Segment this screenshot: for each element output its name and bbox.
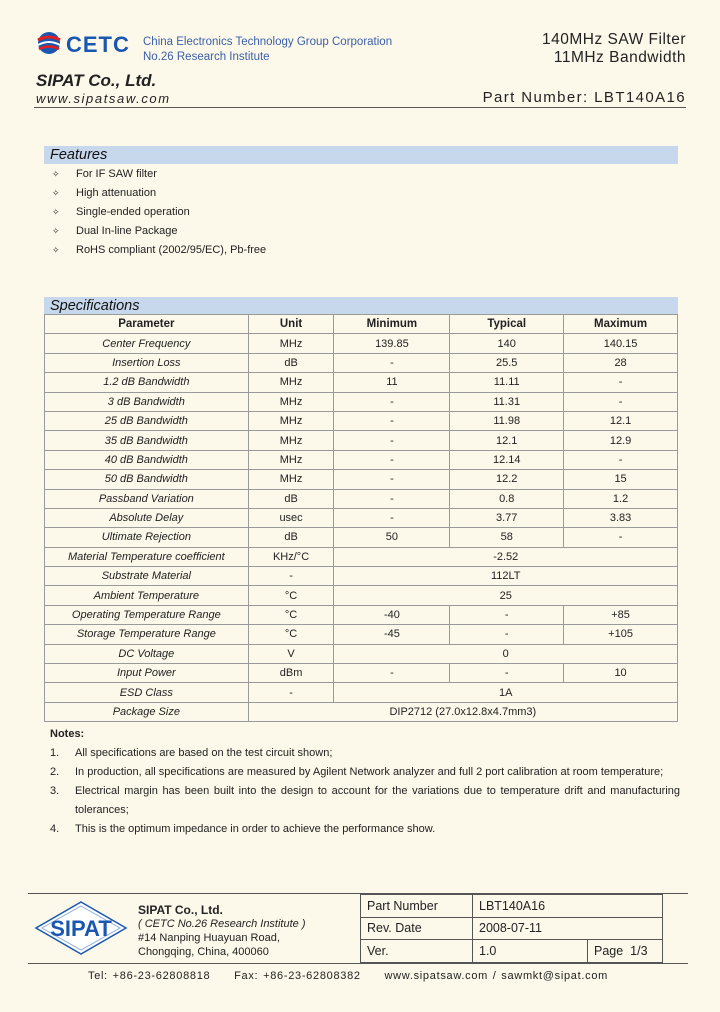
max-cell: 15 [564,470,678,489]
param-cell: Insertion Loss [45,353,249,372]
max-cell: 3.83 [564,508,678,527]
page-indicator: Page 1/3 [588,940,663,963]
max-cell: 140.15 [564,334,678,353]
feature-text: For IF SAW filter [76,168,157,180]
max-cell: - [564,373,678,392]
typ-cell: 11.98 [450,411,564,430]
max-cell: 10 [564,664,678,683]
param-cell: 35 dB Bandwidth [45,431,249,450]
table-row [45,353,678,372]
value-cell: 1A [334,683,678,702]
min-cell: - [334,470,450,489]
min-cell: - [334,664,450,683]
unit-cell: MHz [248,431,334,450]
unit-cell: dB [248,353,334,372]
footer-address [138,903,306,959]
param-cell: Absolute Delay [45,508,249,527]
param-cell: 50 dB Bandwidth [45,470,249,489]
min-cell: 50 [334,528,450,547]
max-cell: - [564,528,678,547]
note-item [50,744,680,763]
bullet-icon: ✧ [52,188,60,198]
param-cell: Input Power [45,664,249,683]
table-row [45,431,678,450]
version-label: Ver. [361,940,473,963]
note-number: 2. [50,766,60,778]
website-link[interactable]: www.sipatsaw.com [36,91,171,106]
value-cell: -2.52 [334,547,678,566]
min-cell: - [334,353,450,372]
typ-cell: 12.14 [450,450,564,469]
cetc-logo-text: CETC [66,32,130,57]
max-cell: 12.9 [564,431,678,450]
unit-cell: usec [248,508,334,527]
feature-text: Single-ended operation [76,206,190,218]
header-divider [34,107,686,108]
product-title: 140MHz SAW Filter 11MHz Bandwidth [541,31,686,66]
col-maximum: Maximum [564,315,678,334]
table-row [45,586,678,605]
typ-cell: 12.2 [450,470,564,489]
unit-cell: - [248,567,334,586]
table-row [45,334,678,353]
typ-cell: 11.31 [450,392,564,411]
param-cell: Ambient Temperature [45,586,249,605]
globe-icon [36,30,62,56]
max-cell: - [564,392,678,411]
param-cell: 1.2 dB Bandwidth [45,373,249,392]
table-row [45,567,678,586]
part-number-value: LBT140A16 [473,895,663,918]
sipat-logo-text: SIPAT [50,916,112,941]
unit-cell: °C [248,625,334,644]
note-text: This is the optimum impedance in order to achieve the performance show. [75,823,436,835]
value-cell: 0 [334,644,678,663]
min-cell: -40 [334,605,450,624]
bullet-icon: ✧ [52,245,60,255]
part-number-label: Part Number [361,895,473,918]
param-cell: Passband Variation [45,489,249,508]
max-cell: +105 [564,625,678,644]
min-cell: - [334,431,450,450]
table-row [45,373,678,392]
param-cell: Center Frequency [45,334,249,353]
note-number: 4. [50,823,60,835]
table-row [45,683,678,702]
max-cell: - [564,450,678,469]
unit-cell: V [248,644,334,663]
param-cell: ESD Class [45,683,249,702]
feature-item [52,168,157,180]
specifications-table [44,314,678,722]
typ-cell: 25.5 [450,353,564,372]
unit-cell: MHz [248,470,334,489]
unit-cell: dBm [248,664,334,683]
table-row [45,528,678,547]
param-cell: 3 dB Bandwidth [45,392,249,411]
unit-cell: MHz [248,450,334,469]
max-cell: 28 [564,353,678,372]
unit-cell: °C [248,586,334,605]
typ-cell: - [450,664,564,683]
table-row [45,470,678,489]
rev-date-value: 2008-07-11 [473,917,663,940]
unit-cell: °C [248,605,334,624]
min-cell: -45 [334,625,450,644]
table-row [45,392,678,411]
features-heading: Features [44,146,678,164]
value-cell: 25 [334,586,678,605]
contact-info: Tel: +86-23-62808818 Fax: +86-23-62808382 www.sipatsaw.com / sawmkt@sipat.com [88,970,609,982]
footer [28,893,688,964]
value-cell: 112LT [334,567,678,586]
table-row [45,547,678,566]
unit-cell: KHz/°C [248,547,334,566]
note-text: Electrical margin has been built into the design to account for the variations due to temperature drift and manufacturing tolerances; [75,785,680,816]
table-row [45,664,678,683]
param-cell: Storage Temperature Range [45,625,249,644]
col-unit: Unit [248,315,334,334]
note-number: 3. [50,785,60,797]
col-parameter: Parameter [45,315,249,334]
param-cell: DC Voltage [45,644,249,663]
typ-cell: 11.11 [450,373,564,392]
table-row [45,411,678,430]
bullet-icon: ✧ [52,169,60,179]
table-row [45,625,678,644]
feature-text: RoHS compliant (2002/95/EC), Pb-free [76,244,267,256]
unit-cell: MHz [248,334,334,353]
min-cell: - [334,508,450,527]
note-item [50,763,680,782]
typ-cell: - [450,625,564,644]
feature-text: High attenuation [76,187,157,199]
note-number: 1. [50,747,60,759]
company-name: SIPAT Co., Ltd. [36,71,157,90]
param-cell: 25 dB Bandwidth [45,411,249,430]
unit-cell: MHz [248,373,334,392]
note-item [50,782,680,820]
min-cell: - [334,450,450,469]
footer-institute: ( CETC No.26 Research Institute ) [138,918,306,930]
note-item [50,820,680,839]
typ-cell: 0.8 [450,489,564,508]
min-cell: - [334,392,450,411]
header-part-number: Part Number: LBT140A16 [482,89,686,106]
typ-cell: 3.77 [450,508,564,527]
feature-text: Dual In-line Package [76,225,178,237]
footer-address-line2: Chongqing, China, 400060 [138,946,269,958]
typ-cell: 12.1 [450,431,564,450]
unit-cell: dB [248,528,334,547]
table-row [45,702,678,721]
typ-cell: 140 [450,334,564,353]
max-cell: +85 [564,605,678,624]
col-typical: Typical [450,315,564,334]
max-cell: 12.1 [564,411,678,430]
feature-item [52,225,178,237]
feature-item [52,187,156,199]
min-cell: - [334,489,450,508]
min-cell: 139.85 [334,334,450,353]
typ-cell: 58 [450,528,564,547]
table-header-row [45,315,678,334]
min-cell: - [334,411,450,430]
footer-address-line1: #14 Nanping Huayuan Road, [138,932,280,944]
table-row [45,644,678,663]
typ-cell: - [450,605,564,624]
unit-cell: MHz [248,411,334,430]
table-row [45,489,678,508]
feature-item [52,244,266,256]
col-minimum: Minimum [334,315,450,334]
version-value: 1.0 [473,940,588,963]
notes-heading: Notes: [50,728,85,740]
value-cell: DIP2712 (27.0x12.8x4.7mm3) [248,702,677,721]
min-cell: 11 [334,373,450,392]
notes [50,725,680,839]
corporation-name: China Electronics Technology Group Corporation No.26 Research Institute [143,36,393,63]
feature-item [52,206,190,218]
unit-cell: dB [248,489,334,508]
param-cell: Package Size [45,702,249,721]
specifications-heading: Specifications [44,297,678,315]
rev-date-label: Rev. Date [361,917,473,940]
document-info-table [360,894,663,963]
note-text: In production, all specifications are measured by Agilent Network analyzer and full 2 port calibration at room temperature; [75,766,664,778]
sipat-logo [34,900,128,956]
param-cell: Ultimate Rejection [45,528,249,547]
footer-company: SIPAT Co., Ltd. [138,903,223,917]
table-row [45,605,678,624]
param-cell: Material Temperature coefficient [45,547,249,566]
unit-cell: - [248,683,334,702]
bullet-icon: ✧ [52,226,60,236]
table-row [45,450,678,469]
table-row [45,508,678,527]
param-cell: Substrate Material [45,567,249,586]
param-cell: Operating Temperature Range [45,605,249,624]
max-cell: 1.2 [564,489,678,508]
bullet-icon: ✧ [52,207,60,217]
note-text: All specifications are based on the test circuit shown; [75,747,333,759]
param-cell: 40 dB Bandwidth [45,450,249,469]
unit-cell: MHz [248,392,334,411]
